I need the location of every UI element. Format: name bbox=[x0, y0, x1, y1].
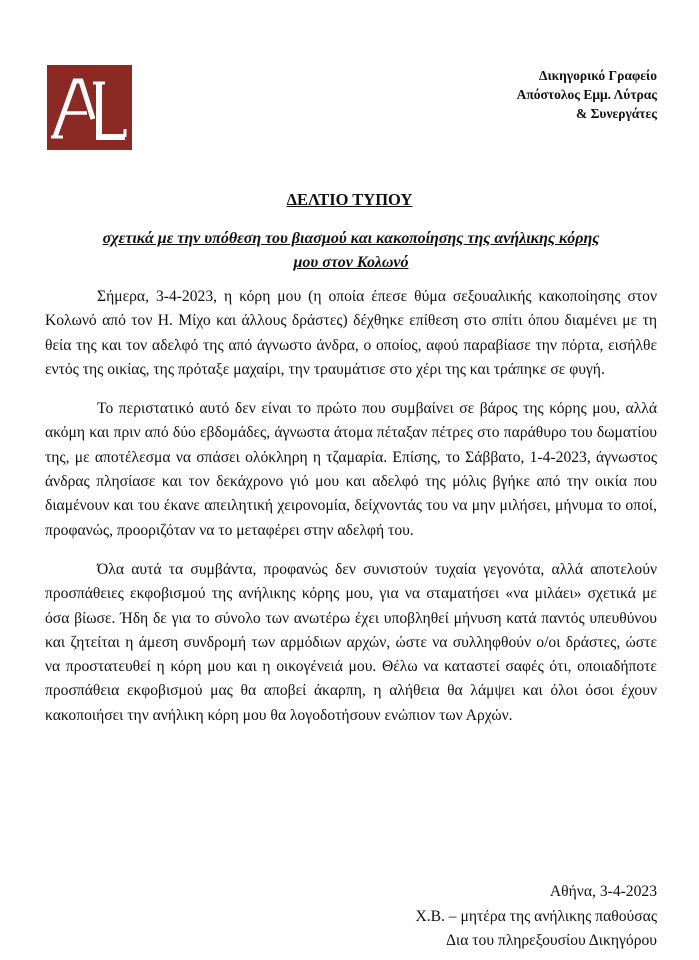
law-firm-logo bbox=[47, 65, 132, 150]
document-title: ΔΕΛΤΙΟ ΤΥΠΟΥ bbox=[286, 190, 413, 209]
document-subtitle bbox=[45, 227, 657, 275]
body-paragraph-1: Σήμερα, 3-4-2023, η κόρη μου (η οποία έπεσε θύμα σεξουαλικής κακοποίησης στον Κολωνό από τον Η. Μίχο και άλλους δράστες) δέχθηκε επίθεση στο σπίτι όπου διαμένει με τη θεία της και τον αδελφό της από άγνωστο άνδρα, ο οποίος, αφού παραβίασε την πόρτα, εισήλθε εντός της οικίας, της πρόταξε μαχαίρι, την τραυμάτισε στο χέρι της και τράπηκε σε φυγή. bbox=[45, 288, 657, 378]
firm-lawyer-line: Απόστολος Εμμ. Λύτρας bbox=[516, 87, 657, 102]
signature-place-date: Αθήνα, 3-4-2023 bbox=[549, 883, 657, 900]
signature-block bbox=[415, 880, 657, 954]
firm-letterhead bbox=[517, 66, 657, 123]
firm-name-line: Δικηγορικό Γραφείο bbox=[539, 68, 657, 83]
al-monogram-icon bbox=[47, 65, 132, 150]
signature-via-lawyer: Δια του πληρεξουσίου Δικηγόρου bbox=[445, 932, 657, 949]
signature-signer: Χ.Β. – μητέρα της ανήλικης παθούσας bbox=[415, 907, 657, 925]
subtitle-line-2: μου στον Κολωνό bbox=[293, 254, 409, 271]
subtitle-line-1: σχετικά με την υπόθεση του βιασμού και κακοποίησης της ανήλικης κόρης bbox=[102, 230, 600, 247]
firm-associates-line: & Συνεργάτες bbox=[575, 106, 657, 121]
document-body bbox=[45, 285, 657, 743]
body-paragraph-2: Το περιστατικό αυτό δεν είναι το πρώτο που συμβαίνει σε βάρος της κόρης μου, αλλά ακόμη και πριν από δύο εβδομάδες, άγνωστα άτομα πέταξαν πέτρες στο παράθυρο του δωματίου της, με αποτέλεσμα να σπάσει ολόκληρη η τζαμαρία. Επίσης, το Σάββατο, 1-4-2023, άγνωστος άνδρας πλησίασε και τον δεκάχρονο γιό μου και αδελφό της μόλις βγήκε από την οικία που διαμένουν και του έκανε απειλητική χειρονομία, δείχνοντάς του να μην μιλήσει, μήνυμα το οποί, προφανώς, προοριζόταν να το μεταφέρει στην αδελφή του. bbox=[45, 400, 657, 539]
body-paragraph-3: Όλα αυτά τα συμβάντα, προφανώς δεν συνιστούν τυχαία γεγονότα, αλλά αποτελούν προσπάθειες εκφοβισμού της ανήλικης κόρης μου, για να σταματήσει «να μιλάει» σχετικά με όσα βίωσε. Ήδη δε για το σύνολο των ανωτέρω έχει υποβληθεί μήνυση κατά παντός υπευθύνου και ζητείται η άμεση συνδρομή των αρμόδιων αρχών, ώστε να συλληφθούν ο/οι δράστες, ώστε να προστατευθεί η κόρη μου και η οικογένειά μου. Θέλω να καταστεί σαφές ότι, οποιαδήποτε προσπάθεια εκφοβισμού μας θα αποβεί άκαρπη, η αλήθεια θα λάμψει και όλοι όσοι έχουν κακοποιήσει την ανήλικη κόρη μου θα λογοδοτήσουν ενώπιον των Αρχών. bbox=[45, 560, 657, 724]
